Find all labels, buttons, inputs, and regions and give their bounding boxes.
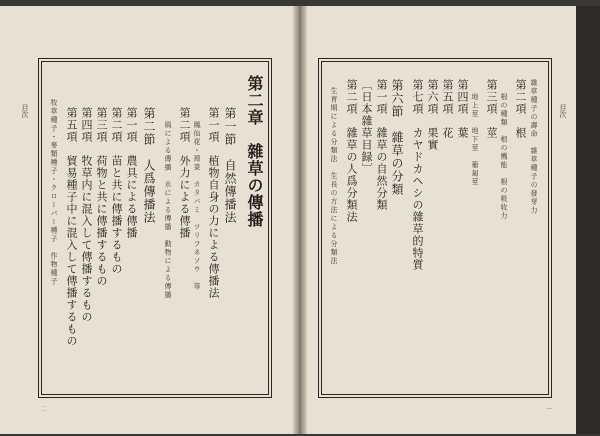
toc-section: 第二節 人爲傳播法 [142,107,156,224]
toc-item: 〔日本雜草目録〕 [360,79,373,175]
right-page-number: 一 [546,406,553,413]
toc-item: 第一項 植物自身の力による傳播法 [207,107,220,299]
toc-item: 第四項 牧草内に混入して傳播するもの [80,107,93,323]
toc-item: 第二項 苗と共に傳播するもの [110,107,123,275]
toc-section: 第一節 自然傳播法 [223,107,237,224]
toc-item: 第三項 荷物と共に傳播するもの [95,107,108,287]
toc-subitem: 根の種類 根の機能 根の吸收力 [500,93,508,221]
left-page-number: 二 [40,406,47,413]
toc-chapter-heading: 第二章 雜草の傳播 [245,75,264,228]
toc-subitem: 地上莖 地下莖 葡匐莖 [471,93,479,187]
left-running-head: 目次 [21,104,29,118]
toc-item: 第四項 葉 [456,79,469,139]
toc-subitem: 鳳仙花・蔊菜 カタバミ ツリフネソウ 等 [193,121,201,291]
book-spread [0,6,600,434]
left-toc-frame [38,58,272,398]
toc-item: 第五項 貿易種子中に混入して傳播するもの [65,107,78,347]
right-running-head: 目次 [559,104,567,118]
toc-item: 第五項 花 [441,79,454,139]
toc-item: 第七項 カヤドカヘシの雜草的特質 [411,79,424,271]
toc-item: 第六項 果實 [426,79,439,151]
toc-subitem: 風による傳播 水による傳播 動物による傳播 [164,121,172,300]
toc-subitem: 牧草種子・麥類種子・クローバー種子 作物種子 [50,99,58,286]
toc-subitem: 生育期による分類法 生長の方法による分類法 [330,87,338,266]
page-edge [576,6,600,434]
toc-item: 第一項 雜草の自然分類 [375,79,388,211]
right-toc-frame [318,58,552,398]
toc-item: 第三項 莖 [485,79,498,139]
toc-subitem: 雜草種子の壽命 雜草種子の發芽力 [530,79,538,215]
toc-item: 第一項 農具による傳播 [125,107,138,239]
toc-item: 第二項 根 [514,79,527,139]
toc-section: 第六節 雜草の分類 [390,79,404,196]
toc-item: 第二項 雜草の人爲分類法 [345,79,358,223]
toc-item: 第二項 外力による傳播 [178,107,191,239]
book-gutter [293,6,307,434]
